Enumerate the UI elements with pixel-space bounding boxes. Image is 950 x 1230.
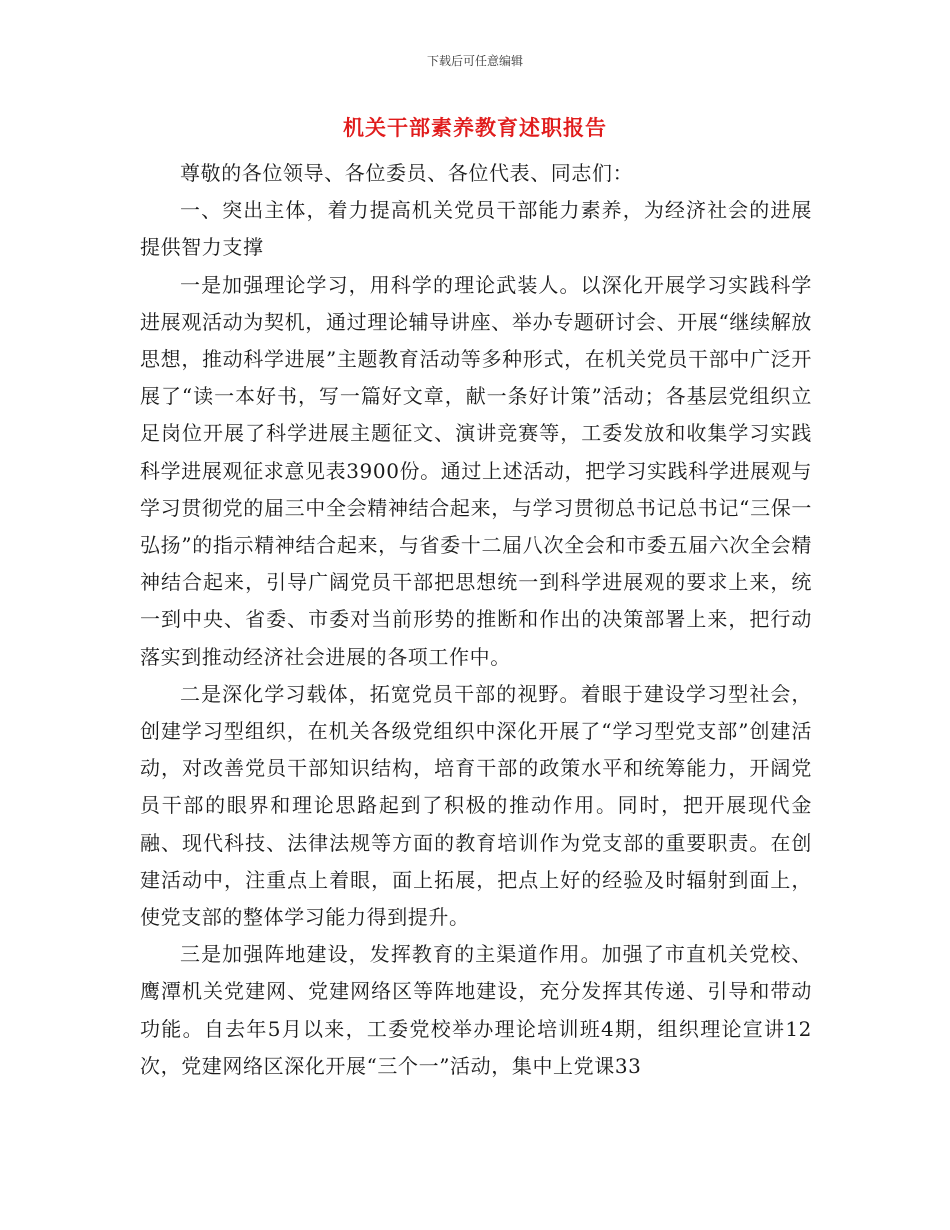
header-note: 下载后可任意编辑 bbox=[426, 54, 523, 68]
paragraph-point-two: 二是深化学习载体，拓宽党员干部的视野。着眼于建设学习型社会，创建学习型组织，在机关各级党组织中深化开展了“学习型党支部”创建活动，对改善党员干部知识结构，培育干部的政策水平和统筹能力，开阔党员干部的眼界和理论思路起到了积极的推动作用。同时，把开展现代金融、现代科技、法律法规等方面的教育培训作为党支部的重要职责。在创建活动中，注重点上着眼，面上拓展，把点上好的经验及时辐射到面上，使党支部的整体学习能力得到提升。 bbox=[140, 681, 812, 930]
document-body bbox=[140, 155, 812, 1085]
document-title: 机关干部素养教育述职报告 bbox=[343, 116, 607, 140]
paragraph-section-heading: 一、突出主体，着力提高机关党员干部能力素养，为经济社会的进展提供智力支撑 bbox=[140, 198, 812, 260]
paragraph-salutation: 尊敬的各位领导、各位委员、各位代表、同志们： bbox=[180, 161, 634, 185]
paragraph-point-one: 一是加强理论学习，用科学的理论武装人。以深化开展学习实践科学进展观活动为契机，通过理论辅导讲座、举办专题研讨会、开展“继续解放思想，推动科学进展”主题教育活动等多种形式，在机关党员干部中广泛开展了“读一本好书，写一篇好文章，献一条好计策”活动；各基层党组织立足岗位开展了科学进展主题征文、演讲竞赛等，工委发放和收集学习实践科学进展观征求意见表3900份。通过上述活动，把学习实践科学进展观与学习贯彻党的届三中全会精神结合起来，与学习贯彻总书记总书记“三保一弘扬”的指示精神结合起来，与省委十二届八次全会和市委五届六次全会精神结合起来，引导广阔党员干部把思想统一到科学进展观的要求上来，统一到中央、省委、市委对当前形势的推断和作出的决策部署上来，把行动落实到推动经济社会进展的各项工作中。 bbox=[140, 272, 812, 669]
paragraph-point-three: 三是加强阵地建设，发挥教育的主渠道作用。加强了市直机关党校、鹰潭机关党建网、党建网络区等阵地建设，充分发挥其传递、引导和带动功能。自去年5月以来，工委党校举办理论培训班4期，组织理论宣讲12次，党建网络区深化开展“三个一”活动，集中上党课33 bbox=[140, 942, 812, 1078]
